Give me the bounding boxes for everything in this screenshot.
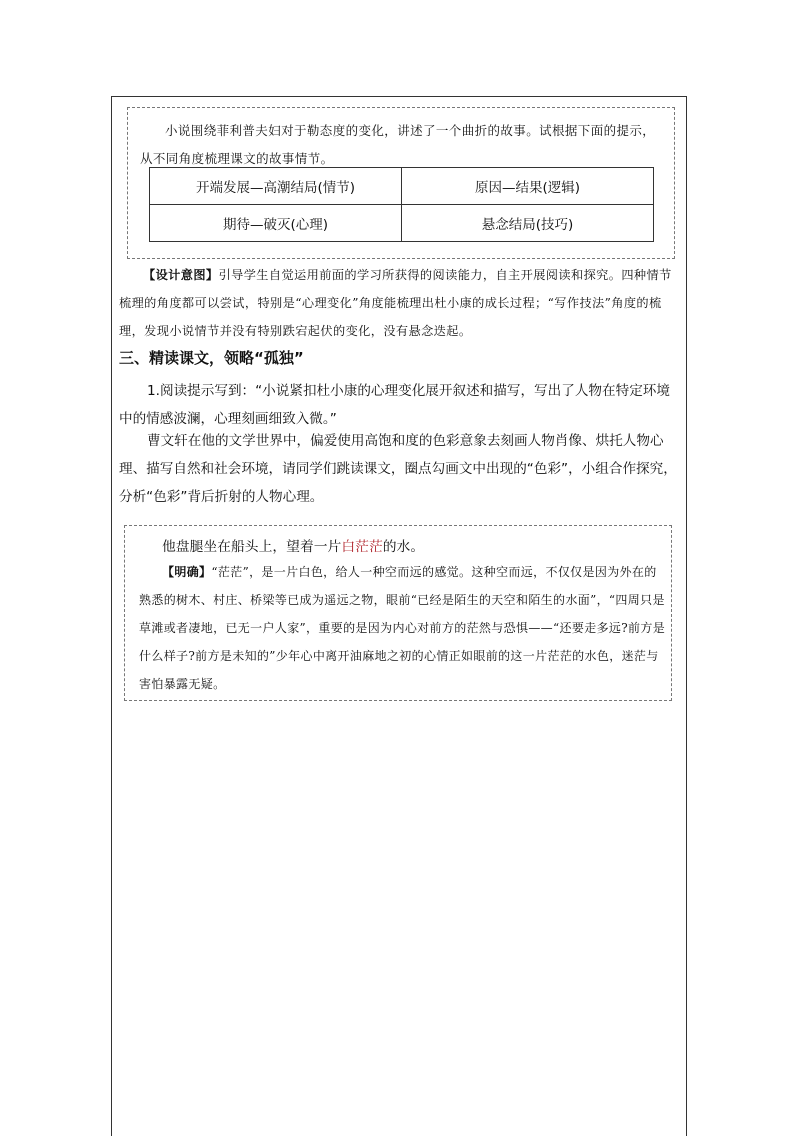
design-label: 【设计意图】: [143, 268, 219, 282]
plot-table: [149, 167, 654, 242]
table-cell: 悬念结局(技巧): [402, 205, 654, 242]
explain-text: “茫茫”，是一片白色，给人一种空而远的感觉。这种空而远，不仅仅是因为外在的熟悉的树木、村庄、桥梁等已成为遥远之物，眼前“已经是陌生的天空和陌生的水面”，“四周只是草滩或者凄地，已无一户人家”，重要的是因为内心对前方的茫然与恐惧——“还要走多远?前方是什么样子?前方是未知的”少年心中离开油麻地之初的心情正如眼前的这一片茫茫的水色，迷茫与害怕暴露无疑。: [139, 565, 666, 691]
design-text: 引导学生自觉运用前面的学习所获得的阅读能力，自主开展阅读和探究。四种情节梳理的角度都可以尝试，特别是“心理变化”角度能梳理出杜小康的成长过程；“写作技法”角度的梳理，发现小说情节并没有特别跌宕起伏的变化，没有悬念迭起。: [119, 268, 672, 338]
reading-hint-paragraph: 1.阅读提示写到：“小说紧扣杜小康的心理变化展开叙述和描写，写出了人物在特定环境中的情感波澜，心理刻画细致入微。”: [119, 383, 670, 427]
design-intent: [119, 261, 681, 345]
table-row: [150, 205, 654, 242]
table-cell: 开端发展—高潮结局(情节): [150, 168, 402, 205]
color-task-paragraph: 曹文轩在他的文学世界中，偏爱使用高饱和度的色彩意象去刻画人物肖像、烘托人物心理、描写自然和社会环境，请同学们跳读课文，圈点勾画文中出现的“色彩”，小组合作探究，分析“色彩”背后折射的人物心理。: [119, 433, 677, 505]
quote-highlight: 白茫茫: [341, 539, 383, 555]
quote-before: 他盘腿坐在船头上，望着一片: [162, 539, 342, 555]
quote-sentence: [162, 535, 424, 559]
section-title: 三、精读课文，领略“孤独”: [119, 349, 304, 367]
quote-after: 的水。: [382, 539, 425, 555]
table-cell: 期待—破灭(心理): [150, 205, 402, 242]
explanation: [139, 558, 667, 698]
table-row: [150, 168, 654, 205]
plot-intro: 小说围绕菲利普夫妇对于勒态度的变化，讲述了一个曲折的故事。试根据下面的提示，从不同角度梳理课文的故事情节。: [140, 123, 656, 166]
table-cell: 原因—结果(逻辑): [402, 168, 654, 205]
explain-label: 【明确】: [162, 565, 212, 579]
